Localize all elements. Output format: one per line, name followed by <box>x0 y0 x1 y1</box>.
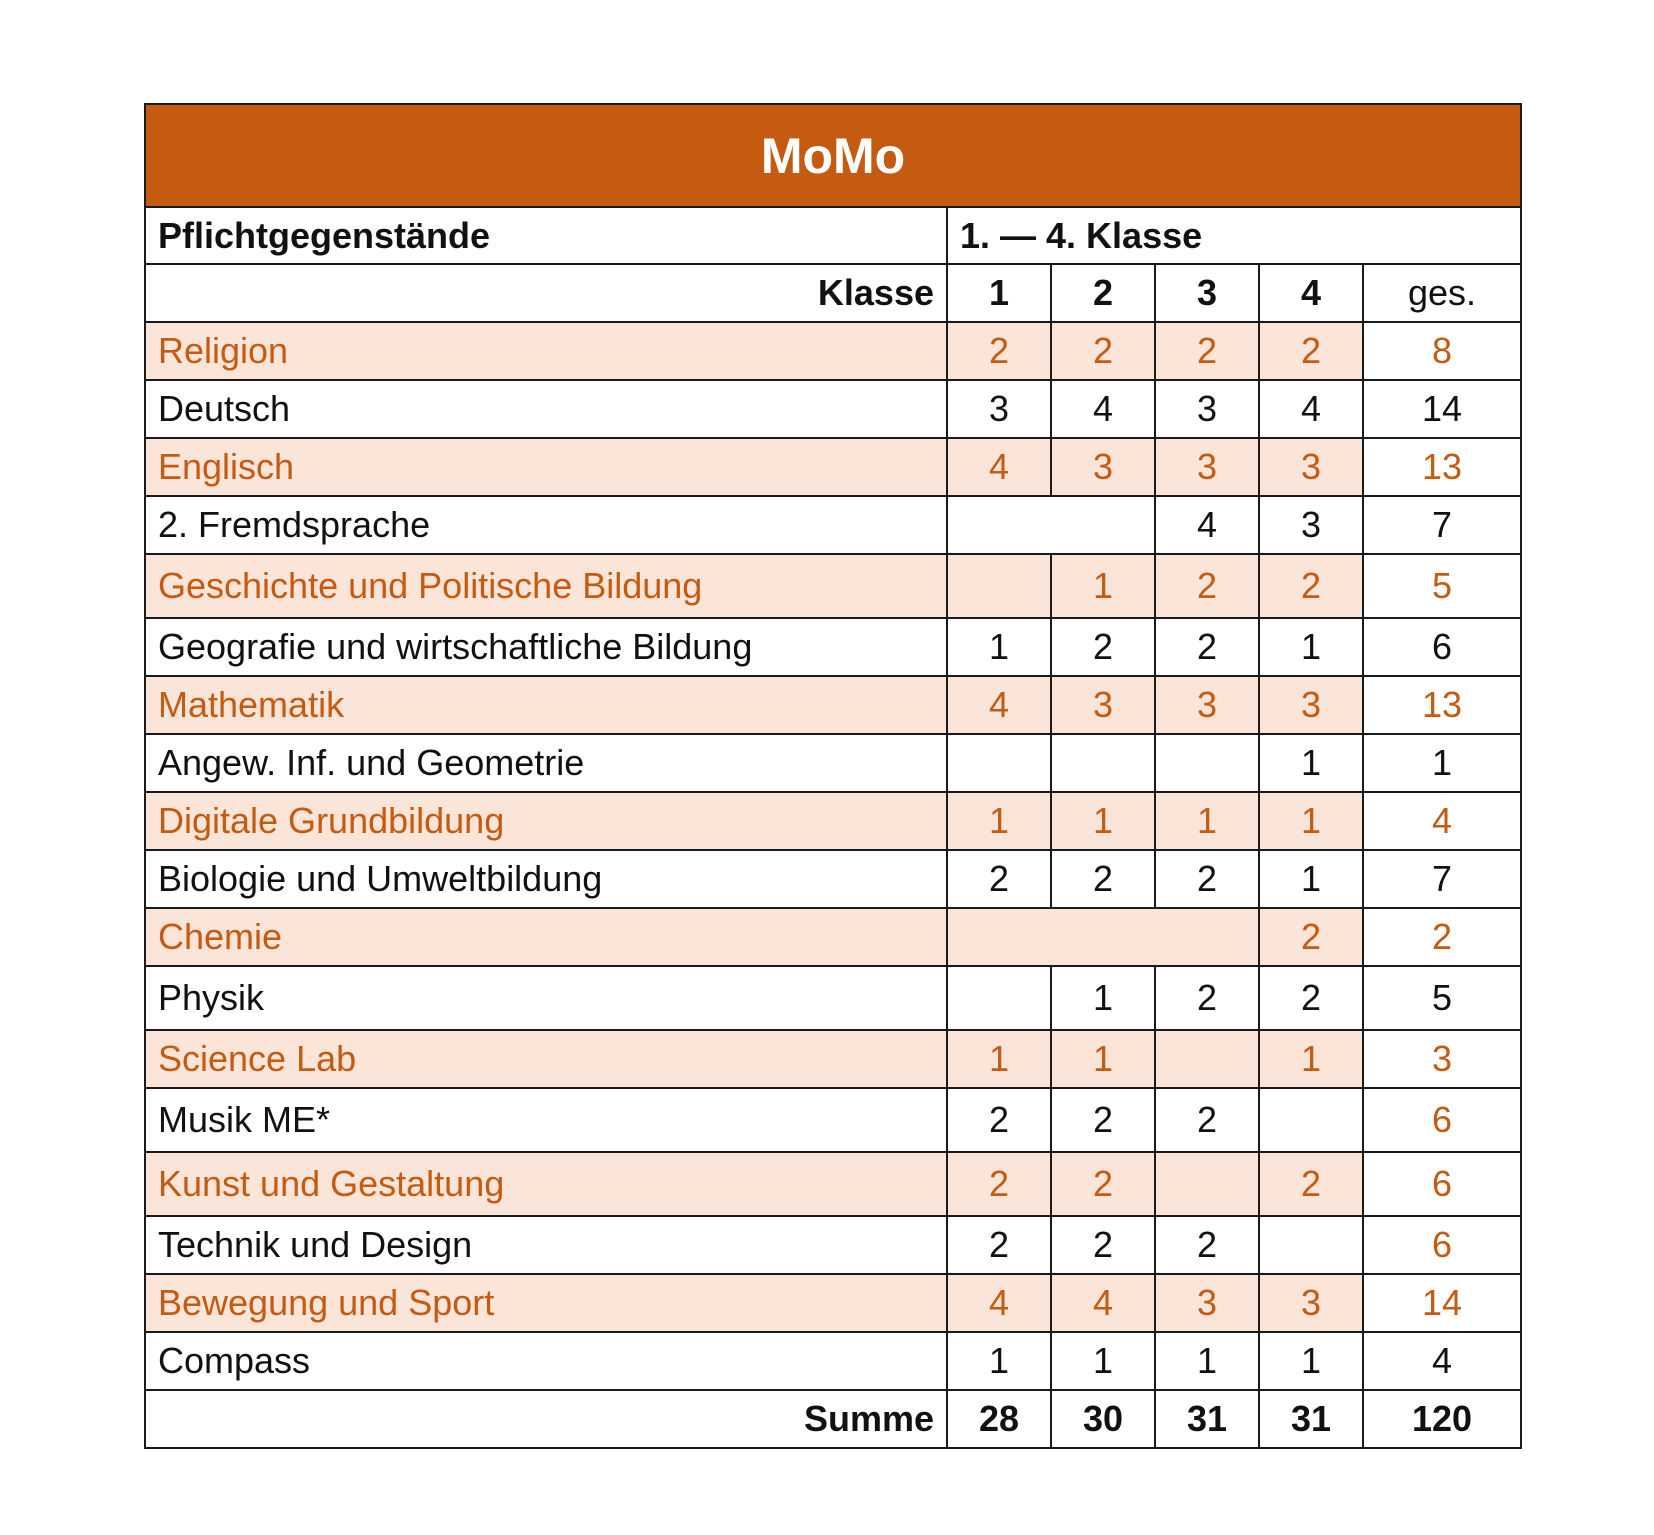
klasse-1-header: 1 <box>947 264 1051 322</box>
klasse-4-value: 2 <box>1259 322 1363 380</box>
klasse-3-value: 3 <box>1155 676 1259 734</box>
sum-klasse-1: 28 <box>947 1390 1051 1448</box>
klasse-2-value: 2 <box>1051 1152 1155 1216</box>
klasse-1-value: 4 <box>947 438 1051 496</box>
klasse-2-value: 2 <box>1051 618 1155 676</box>
klasse-3-value: 2 <box>1155 850 1259 908</box>
subject-name: Kunst und Gestaltung <box>145 1152 947 1216</box>
subject-name: Geografie und wirtschaftliche Bildung <box>145 618 947 676</box>
total-value: 14 <box>1363 1274 1521 1332</box>
subject-name: Digitale Grundbildung <box>145 792 947 850</box>
klasse-3-value: 2 <box>1155 618 1259 676</box>
table-row <box>145 322 1521 380</box>
klasse-2-value: 1 <box>1051 966 1155 1030</box>
klasse-label: Klasse <box>145 264 947 322</box>
klasse-4-value: 3 <box>1259 496 1363 554</box>
klasse-1-value: 2 <box>947 850 1051 908</box>
klasse-2-value <box>1051 734 1155 792</box>
klasse-1-value: 3 <box>947 380 1051 438</box>
klasse-4-value <box>1259 1216 1363 1274</box>
klasse-1-value: 1 <box>947 1030 1051 1088</box>
subject-name: Geschichte und Politische Bildung <box>145 554 947 618</box>
klasse-4-value: 1 <box>1259 792 1363 850</box>
klasse-3-value: 3 <box>1155 380 1259 438</box>
table-row <box>145 1152 1521 1216</box>
subjects-header: Pflichtgegenstände <box>145 207 947 264</box>
table-row <box>145 966 1521 1030</box>
table-row <box>145 1030 1521 1088</box>
klasse-1-value: 1 <box>947 1332 1051 1390</box>
klasse-2-value: 4 <box>1051 380 1155 438</box>
klasse-1-value: 4 <box>947 676 1051 734</box>
klasse-4-value: 2 <box>1259 554 1363 618</box>
grade-range-header: 1. — 4. Klasse <box>947 207 1521 264</box>
total-value: 8 <box>1363 322 1521 380</box>
klasse-1-value: 2 <box>947 1216 1051 1274</box>
klasse-3-value <box>1155 1030 1259 1088</box>
klasse-2-value: 1 <box>1051 1332 1155 1390</box>
table-row <box>145 1274 1521 1332</box>
table-row <box>145 554 1521 618</box>
curriculum-table-container <box>144 103 1520 1449</box>
klasse-1-value: 2 <box>947 322 1051 380</box>
subject-name: Biologie und Umweltbildung <box>145 850 947 908</box>
klasse-4-value: 3 <box>1259 438 1363 496</box>
klasse-3-value: 2 <box>1155 1216 1259 1274</box>
sum-klasse-4: 31 <box>1259 1390 1363 1448</box>
klasse-1-3-value <box>947 908 1259 966</box>
table-row <box>145 438 1521 496</box>
klasse-1-value: 1 <box>947 792 1051 850</box>
klasse-2-value: 1 <box>1051 792 1155 850</box>
subject-name: Deutsch <box>145 380 947 438</box>
klasse-4-value: 1 <box>1259 850 1363 908</box>
klasse-2-value: 2 <box>1051 1088 1155 1152</box>
table-row <box>145 792 1521 850</box>
table-row <box>145 676 1521 734</box>
curriculum-table <box>144 103 1522 1449</box>
klasse-4-value: 2 <box>1259 1152 1363 1216</box>
subject-name: Chemie <box>145 908 947 966</box>
total-value: 6 <box>1363 1088 1521 1152</box>
klasse-2-value: 1 <box>1051 554 1155 618</box>
sum-label: Summe <box>145 1390 947 1448</box>
sum-klasse-2: 30 <box>1051 1390 1155 1448</box>
subject-name: 2. Fremdsprache <box>145 496 947 554</box>
subject-name: Religion <box>145 322 947 380</box>
klasse-2-value: 3 <box>1051 438 1155 496</box>
total-value: 14 <box>1363 380 1521 438</box>
klasse-4-value: 1 <box>1259 1030 1363 1088</box>
klasse-4-value: 3 <box>1259 1274 1363 1332</box>
table-row <box>145 1332 1521 1390</box>
klasse-1-value <box>947 554 1051 618</box>
total-value: 5 <box>1363 554 1521 618</box>
subject-name: Englisch <box>145 438 947 496</box>
klasse-1-value: 2 <box>947 1152 1051 1216</box>
klasse-1-value <box>947 966 1051 1030</box>
klasse-3-value: 2 <box>1155 554 1259 618</box>
klasse-3-header: 3 <box>1155 264 1259 322</box>
klasse-4-value: 1 <box>1259 734 1363 792</box>
sum-klasse-3: 31 <box>1155 1390 1259 1448</box>
table-row <box>145 1088 1521 1152</box>
subject-name: Compass <box>145 1332 947 1390</box>
total-value: 3 <box>1363 1030 1521 1088</box>
subject-name: Bewegung und Sport <box>145 1274 947 1332</box>
klasse-3-value: 1 <box>1155 792 1259 850</box>
subject-name: Technik und Design <box>145 1216 947 1274</box>
total-value: 2 <box>1363 908 1521 966</box>
table-row <box>145 850 1521 908</box>
total-value: 6 <box>1363 1152 1521 1216</box>
table-row <box>145 1216 1521 1274</box>
klasse-4-value: 4 <box>1259 380 1363 438</box>
table-row <box>145 496 1521 554</box>
klasse-1-value: 4 <box>947 1274 1051 1332</box>
subject-name: Physik <box>145 966 947 1030</box>
total-value: 4 <box>1363 792 1521 850</box>
klasse-4-header: 4 <box>1259 264 1363 322</box>
total-value: 5 <box>1363 966 1521 1030</box>
table-row <box>145 908 1521 966</box>
klasse-1-value <box>947 734 1051 792</box>
klasse-3-value <box>1155 734 1259 792</box>
klasse-2-value: 2 <box>1051 322 1155 380</box>
total-value: 7 <box>1363 496 1521 554</box>
klasse-4-value <box>1259 1088 1363 1152</box>
table-title: MoMo <box>145 104 1521 207</box>
sum-total: 120 <box>1363 1390 1521 1448</box>
klasse-3-value: 3 <box>1155 1274 1259 1332</box>
klasse-4-value: 3 <box>1259 676 1363 734</box>
total-value: 7 <box>1363 850 1521 908</box>
klasse-3-value: 1 <box>1155 1332 1259 1390</box>
subject-name: Science Lab <box>145 1030 947 1088</box>
sum-row <box>145 1390 1521 1448</box>
klasse-2-value: 1 <box>1051 1030 1155 1088</box>
klasse-4-value: 1 <box>1259 618 1363 676</box>
klasse-4-value: 2 <box>1259 966 1363 1030</box>
total-value: 13 <box>1363 676 1521 734</box>
subject-name: Angew. Inf. und Geometrie <box>145 734 947 792</box>
table-row <box>145 734 1521 792</box>
klasse-1-value: 2 <box>947 1088 1051 1152</box>
klasse-4-value: 1 <box>1259 1332 1363 1390</box>
table-row <box>145 618 1521 676</box>
klasse-3-value: 4 <box>1155 496 1259 554</box>
total-value: 6 <box>1363 1216 1521 1274</box>
klasse-3-value <box>1155 1152 1259 1216</box>
table-row <box>145 380 1521 438</box>
klasse-3-value: 2 <box>1155 966 1259 1030</box>
subject-name: Mathematik <box>145 676 947 734</box>
klasse-2-value: 2 <box>1051 1216 1155 1274</box>
klasse-1-value: 1 <box>947 618 1051 676</box>
klasse-2-value: 4 <box>1051 1274 1155 1332</box>
klasse-3-value: 2 <box>1155 1088 1259 1152</box>
klasse-3-value: 3 <box>1155 438 1259 496</box>
klasse-3-value: 2 <box>1155 322 1259 380</box>
total-value: 4 <box>1363 1332 1521 1390</box>
klasse-2-header: 2 <box>1051 264 1155 322</box>
klasse-2-value: 2 <box>1051 850 1155 908</box>
total-value: 6 <box>1363 618 1521 676</box>
klasse-2-value: 3 <box>1051 676 1155 734</box>
total-value: 1 <box>1363 734 1521 792</box>
subject-name: Musik ME* <box>145 1088 947 1152</box>
klasse-1-2-value <box>947 496 1155 554</box>
total-header: ges. <box>1363 264 1521 322</box>
total-value: 13 <box>1363 438 1521 496</box>
klasse-4-value: 2 <box>1259 908 1363 966</box>
